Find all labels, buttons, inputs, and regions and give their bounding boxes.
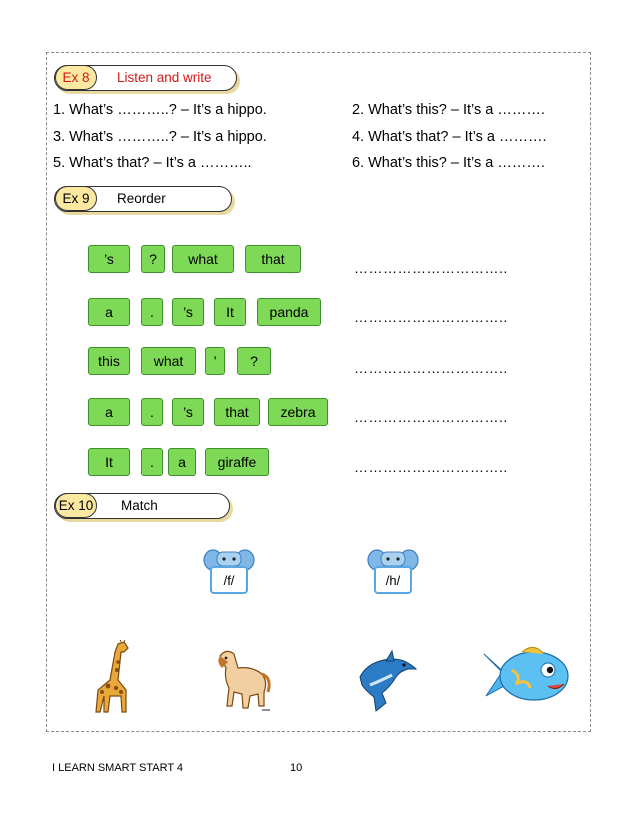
answer-line-3[interactable]: ………………………….. xyxy=(354,360,508,376)
word-tile[interactable]: ’s xyxy=(88,245,130,273)
ex10-header xyxy=(54,493,230,519)
word-tile[interactable]: ’s xyxy=(172,398,204,426)
ex8-line-5: 5. What’s that? – It’s a ……….. xyxy=(53,155,252,171)
giraffe-picture[interactable] xyxy=(88,640,138,716)
answer-line-5[interactable]: ………………………….. xyxy=(354,459,508,475)
word-tile[interactable]: what xyxy=(141,347,196,375)
word-tile[interactable]: a xyxy=(88,298,130,326)
answer-line-1[interactable]: ………………………….. xyxy=(354,260,508,276)
word-tile[interactable]: ? xyxy=(141,245,165,273)
worksheet-frame xyxy=(46,52,591,732)
word-tile[interactable]: that xyxy=(214,398,260,426)
footer-page-number: 10 xyxy=(290,762,303,774)
ex8-header xyxy=(54,65,237,91)
word-tile[interactable]: It xyxy=(214,298,246,326)
word-tile[interactable]: . xyxy=(141,298,163,326)
word-tile[interactable]: a xyxy=(168,448,196,476)
dolphin-picture[interactable] xyxy=(356,647,418,713)
word-tile[interactable]: ’ xyxy=(205,347,225,375)
word-tile[interactable]: giraffe xyxy=(205,448,269,476)
ex8-line-6: 6. What’s this? – It’s a ………. xyxy=(352,155,545,171)
ex9-label: Ex 9 xyxy=(55,186,97,211)
sound-card-h-label: /h/ xyxy=(374,566,412,594)
answer-line-2[interactable]: ………………………….. xyxy=(354,309,508,325)
word-tile[interactable]: panda xyxy=(257,298,321,326)
ex8-line-2: 2. What’s this? – It’s a ………. xyxy=(352,102,545,118)
word-tile[interactable]: a xyxy=(88,398,130,426)
ex9-title: Reorder xyxy=(117,191,166,206)
word-tile[interactable]: this xyxy=(88,347,130,375)
ex10-label: Ex 10 xyxy=(55,493,97,518)
footer-book-title: I LEARN SMART START 4 xyxy=(52,762,184,774)
ex8-title: Listen and write xyxy=(117,70,212,85)
ex8-line-3: 3. What’s ………..? – It’s a hippo. xyxy=(53,129,267,145)
ex10-title: Match xyxy=(121,498,158,513)
word-tile[interactable]: ? xyxy=(237,347,271,375)
fish-picture[interactable] xyxy=(482,642,572,708)
word-tile[interactable]: ’s xyxy=(172,298,204,326)
horse-picture[interactable] xyxy=(212,648,272,712)
word-tile[interactable]: that xyxy=(245,245,301,273)
word-tile[interactable]: . xyxy=(141,448,163,476)
answer-line-4[interactable]: ………………………….. xyxy=(354,409,508,425)
ex9-header xyxy=(54,186,232,212)
word-tile[interactable]: what xyxy=(172,245,234,273)
sound-card-f[interactable] xyxy=(203,549,255,595)
ex8-label: Ex 8 xyxy=(55,65,97,90)
ex8-line-1: 1. What’s ………..? – It’s a hippo. xyxy=(53,102,267,118)
word-tile[interactable]: . xyxy=(141,398,163,426)
sound-card-h[interactable] xyxy=(367,549,419,595)
word-tile[interactable]: zebra xyxy=(268,398,328,426)
ex8-line-4: 4. What’s that? – It’s a ………. xyxy=(352,129,547,145)
sound-card-f-label: /f/ xyxy=(210,566,248,594)
word-tile[interactable]: It xyxy=(88,448,130,476)
